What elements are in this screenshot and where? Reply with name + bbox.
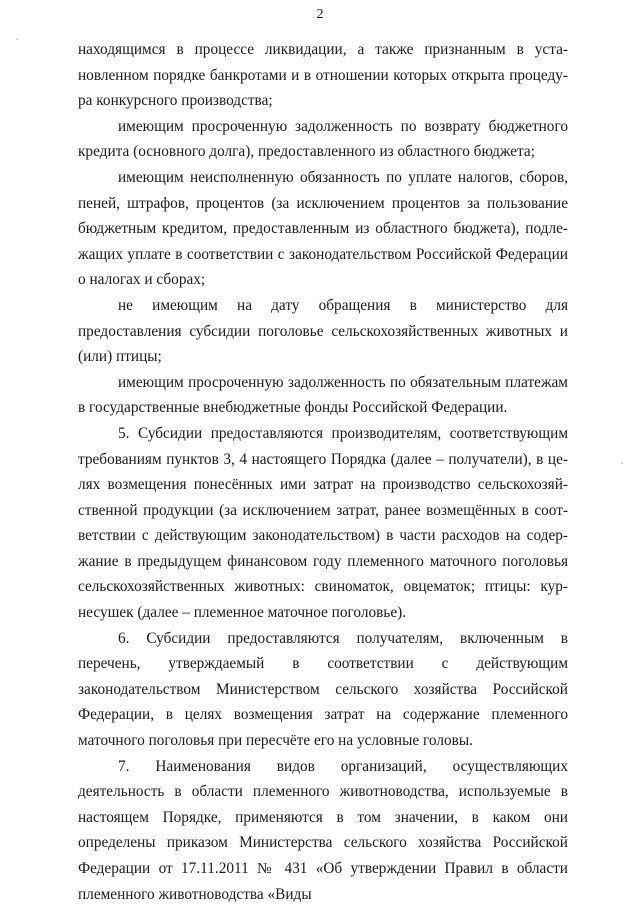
paragraph-item-6: 6. Субсидии предоставляются получателям, включенным в перечень, утверждаемый в соответствии с действующим законодательством Министерством сельского хозяйства Российской Федерации, в целях возмещения затрат на содержание племенного маточного поголовья при пересчёте его на условные головы.: [78, 629, 568, 750]
paragraph-livestock-absence: не имеющим на дату обращения в министерство для предоставления субсидии поголовье сельскохозяйственных животных и (или) птицы;: [78, 296, 568, 366]
scan-artifact: [16, 38, 18, 40]
paragraph-item-7: 7. Наименования видов организаций, осуществляющих деятельность в области племенного животноводства, используемые в настоящем Порядке, применяются в том значении, в каком они определены приказом Министерства сельского хозяйства Российской Федерации от 17.11.2011 № 431 «Об утверждении Правил в области племенного животноводства «Виды: [78, 757, 568, 903]
document-body: [78, 37, 568, 907]
page-number: 2: [316, 7, 324, 22]
paragraph-tax-obligations: имеющим неисполненную обязанность по уплате налогов, сборов, пеней, штрафов, процентов (за исключением процентов за пользование бюджетным кредитом, предоставленным из областного бюджета), подлежащих уплате в соответствии с законодательством Российской Федерации о налогах и сборах;: [78, 168, 568, 289]
paragraph-liquidation: находящимся в процессе ликвидации, а также признанным в установленном порядке банкротами и в отношении которых открыта процедура конкурсного производства;: [78, 41, 568, 110]
paragraph-budget-credit-debt: имеющим просроченную задолженность по возврату бюджетного кредита (основного долга), предоставленного из областного бюджета;: [78, 117, 568, 161]
paragraph-extrabudgetary-funds: имеющим просроченную задолженность по обязательным платежам в государственные внебюджетные фонды Российской Федерации.: [78, 373, 568, 417]
paragraph-item-5: 5. Субсидии предоставляются производителям, соответствующим требованиям пунктов 3, 4 настоящего Порядка (далее – получатели), в целях возмещения понесённых ими затрат на производство сельскохозяйственной продукции (за исключением затрат, ранее возмещённых в соответствии с действующим законодательством) в части расходов на содержание в предыдущем финансовом году племенного маточного поголовья сельскохозяйственных животных: свиноматок, овцематок; птицы: курнесушек (далее – племенное маточное поголовье).: [78, 424, 568, 622]
scan-artifact: [621, 462, 623, 464]
